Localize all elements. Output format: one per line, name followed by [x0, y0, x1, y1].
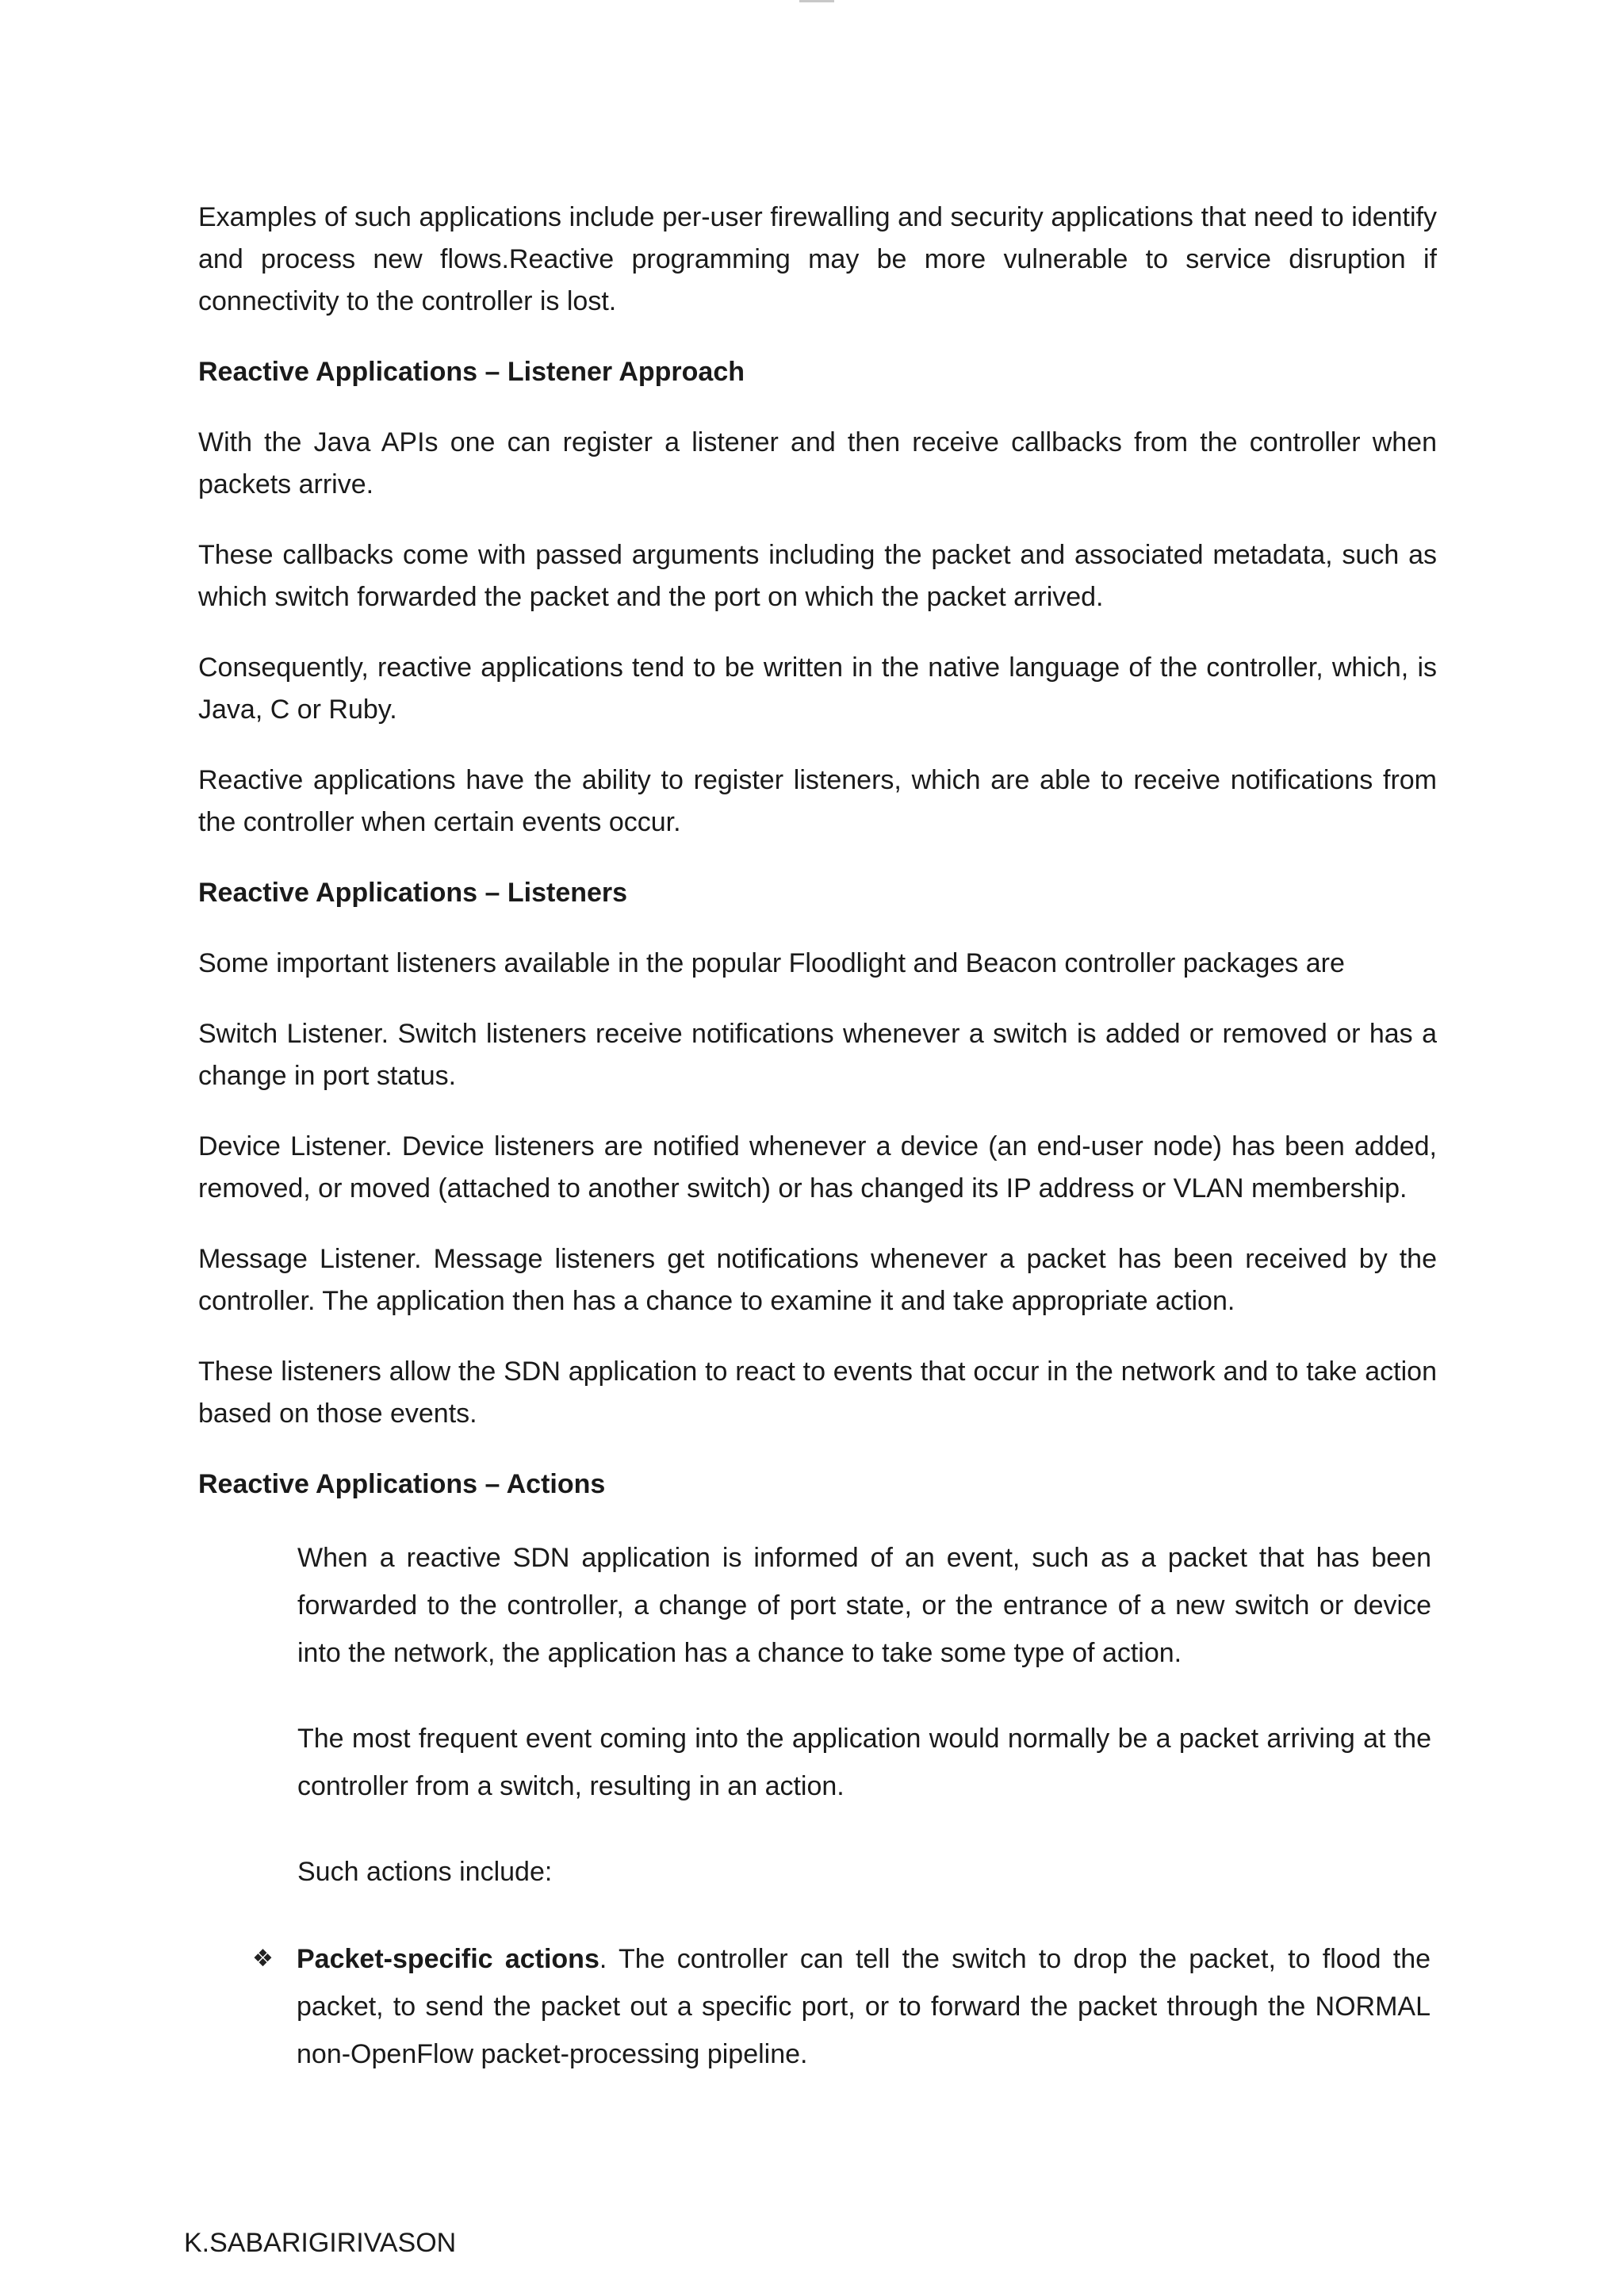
paragraph-switch-listener: Switch Listener. Switch listeners receive notifications whenever a switch is added or removed or has a change in port status.: [198, 1019, 1437, 1091]
indented-paragraph: The most frequent event coming into the application would normally be a packet arriving at the controller from a switch, resulting in an action.: [297, 1724, 1431, 1801]
list-item: [198, 1935, 1437, 2078]
paragraph: Reactive applications have the ability to register listeners, which are able to receive notifications from the controller when certain events occur.: [198, 765, 1437, 837]
diamond-bullet-icon: ❖: [252, 1945, 274, 1973]
bullet-bold-term: Packet-specific actions: [297, 1944, 599, 1974]
paragraph: Some important listeners available in the popular Floodlight and Beacon controller packages are: [198, 948, 1345, 978]
indented-paragraph: Such actions include:: [297, 1857, 553, 1887]
section-heading-listeners: Reactive Applications – Listeners: [198, 878, 628, 908]
paragraph-device-listener: Device Listener. Device listeners are notified whenever a device (an end-user node) has been added, removed, or moved (attached to another switch) or has changed its IP address or VLAN membership.: [198, 1131, 1437, 1203]
paragraph-message-listener: Message Listener. Message listeners get notifications whenever a packet has been received by the controller. The application then has a chance to examine it and take appropriate action.: [198, 1244, 1437, 1316]
section-heading-listener-approach: Reactive Applications – Listener Approach: [198, 357, 745, 387]
section-heading-actions: Reactive Applications – Actions: [198, 1469, 606, 1499]
bullet-description: . The controller can tell the switch to drop the packet, to flood the packet, to send the packet out a specific port, or to forward the packet through the NORMAL non-OpenFlow packet-processing pipeline.: [297, 1944, 1431, 2069]
footer-author: K.SABARIGIRIVASON: [184, 2228, 457, 2258]
paragraph: Examples of such applications include per-user firewalling and security applications that need to identify and process new flows.Reactive programming may be more vulnerable to service disruption if connectivity to the controller is lost.: [198, 202, 1437, 316]
paragraph: These callbacks come with passed arguments including the packet and associated metadata, such as which switch forwarded the packet and the port on which the packet arrived.: [198, 540, 1437, 612]
indented-paragraph: When a reactive SDN application is informed of an event, such as a packet that has been forwarded to the controller, a change of port state, or the entrance of a new switch or device into the network, the application has a chance to take some type of action.: [297, 1543, 1431, 1668]
bullet-text: [297, 1935, 1431, 2078]
paragraph: With the Java APIs one can register a listener and then receive callbacks from the controller when packets arrive.: [198, 427, 1437, 499]
top-mark: [799, 0, 834, 2]
paragraph: Consequently, reactive applications tend to be written in the native language of the controller, which, is Java, C or Ruby.: [198, 652, 1437, 725]
paragraph: These listeners allow the SDN application to react to events that occur in the network and to take action based on those events.: [198, 1357, 1437, 1429]
page-content: [198, 197, 1437, 2078]
